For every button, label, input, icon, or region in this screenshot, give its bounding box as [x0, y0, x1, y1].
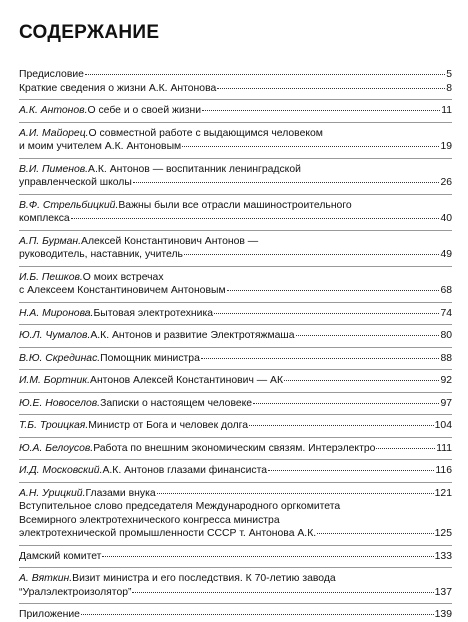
toc-divider [19, 302, 452, 303]
toc-entry-line [19, 140, 452, 154]
toc-entry-line [19, 374, 452, 388]
toc-entry-line [19, 487, 452, 501]
toc-leader-dots [202, 109, 440, 111]
toc-title-text: комплекса [19, 213, 70, 224]
toc-page-number: 26 [440, 177, 452, 188]
toc-leader-dots [133, 181, 440, 183]
toc-divider [19, 324, 452, 325]
toc-divider [19, 437, 452, 438]
toc-leader-dots [157, 492, 434, 494]
toc-leader-dots [317, 532, 434, 534]
page-title: СОДЕРЖАНИЕ [19, 22, 160, 43]
toc-author: А.К. Антонов. [19, 105, 88, 116]
toc-divider [19, 482, 452, 483]
toc-leader-dots [249, 424, 434, 426]
toc-divider [19, 347, 452, 348]
toc-entry-line [19, 199, 452, 213]
toc-author: Ю.А. Белоусов. [19, 442, 94, 454]
toc-entry-line [19, 608, 452, 622]
toc-entry[interactable] [19, 199, 452, 226]
toc-title-text: Важны были все отрасли машиностроительного [118, 199, 352, 211]
toc-leader-dots [184, 253, 440, 255]
toc-leader-dots [227, 289, 440, 291]
toc-entry[interactable] [19, 572, 452, 599]
toc-title-text: управленческой школы [19, 177, 132, 188]
toc-author: А. Вяткин. [19, 573, 73, 584]
toc-title-text: Предисловие [19, 69, 84, 80]
toc-title-text: Приложение [19, 609, 80, 620]
toc-title-text: “Уралэлектроизолятор” [19, 586, 132, 598]
toc-entry-line [19, 271, 452, 285]
toc-author: В.И. Пименов. [19, 163, 89, 175]
toc-title-text: О совместной работе с выдающимся человеком [88, 127, 323, 139]
toc-title-text: О моих встречах [82, 271, 164, 283]
toc-page-number: 111 [436, 442, 452, 454]
toc-leader-dots [85, 73, 445, 75]
toc-entry-line [19, 442, 452, 456]
toc-entry-line [19, 464, 452, 478]
toc-author: А.И. Майорец. [19, 127, 89, 139]
toc-entry-line [19, 307, 452, 321]
toc-page-number: 11 [441, 105, 452, 116]
toc-entry[interactable] [19, 419, 452, 433]
toc-entry[interactable] [19, 487, 452, 501]
toc-leader-dots [376, 447, 435, 449]
toc-title-text: Работа по внешним экономическим связям. Интерэлектро [93, 442, 376, 454]
toc-divider [19, 392, 452, 393]
toc-title-text: Краткие сведения о жизни А.К. Антонова [19, 82, 217, 94]
toc-title-text: О себе и о своей жизни [87, 105, 202, 116]
toc-author: В.Ю. Скрединас. [19, 352, 101, 364]
toc-divider [19, 545, 452, 546]
toc-title-text: с Алексеем Константиновичем Антоновым [19, 285, 226, 296]
toc-page-number: 8 [446, 82, 452, 94]
toc-author: Ю.Е. Новоселов. [19, 397, 101, 409]
toc-title-text: Дамский комитет [19, 550, 102, 562]
toc-page-number: 80 [440, 330, 452, 341]
toc-author: Н.А. Миронова. [19, 307, 94, 319]
toc-leader-dots [71, 217, 440, 219]
toc-entry[interactable] [19, 271, 452, 298]
toc-entry[interactable] [19, 608, 452, 622]
toc-divider [19, 369, 452, 370]
toc-entry-line [19, 329, 452, 343]
toc-entry[interactable] [19, 82, 452, 96]
toc-leader-dots [217, 87, 445, 89]
toc-page-number: 97 [440, 397, 452, 409]
toc-divider [19, 99, 452, 100]
toc-entry[interactable] [19, 352, 452, 366]
toc-leader-dots [102, 555, 433, 557]
toc-divider [19, 122, 452, 123]
toc-page-number: 137 [434, 586, 452, 598]
toc-entry[interactable] [19, 163, 452, 190]
toc-entry-line [19, 586, 452, 600]
toc-page-number: 40 [440, 213, 452, 224]
toc-divider [19, 414, 452, 415]
toc-author: Ю.Л. Чумалов. [19, 330, 91, 341]
toc-leader-dots [268, 469, 434, 471]
toc-title-text: руководитель, наставник, учитель [19, 249, 183, 260]
toc-title-text: Министр от Бога и человек долга [88, 420, 249, 431]
toc-page-number: 116 [435, 465, 452, 476]
toc-page-number: 74 [440, 307, 452, 319]
toc-entry[interactable] [19, 329, 452, 343]
toc-entry-line [19, 284, 452, 298]
toc-page-number: 68 [440, 285, 452, 296]
toc-page-number: 92 [440, 375, 452, 386]
toc-page-number: 125 [434, 528, 452, 539]
toc-entry-line [19, 248, 452, 262]
toc-author: И.Б. Пешков. [19, 271, 83, 283]
toc-author: А.П. Бурман. [19, 235, 82, 247]
toc-title-text: и моим учителем А.К. Антоновым [19, 141, 182, 152]
toc-entry[interactable] [19, 127, 452, 154]
toc-title-text: Помощник министра [100, 352, 200, 364]
toc-entry-line [19, 397, 452, 411]
toc-entry-line [19, 82, 452, 96]
toc-divider [19, 230, 452, 231]
toc-entry[interactable] [19, 550, 452, 564]
toc-entry[interactable] [19, 442, 452, 456]
toc-entry[interactable] [19, 307, 452, 321]
toc-entry-line [19, 127, 452, 141]
toc-entry-line [19, 104, 452, 118]
toc-divider [19, 603, 452, 604]
toc-author: В.Ф. Стрельбицкий. [19, 199, 119, 211]
toc-title-text: Бытовая электротехника [93, 307, 214, 319]
toc-page-number: 5 [446, 69, 452, 80]
toc-page-number: 104 [434, 420, 452, 431]
toc-entry-line [19, 419, 452, 433]
toc-page-number: 49 [440, 249, 452, 260]
toc-entry[interactable] [19, 464, 452, 478]
toc-entry-line [19, 212, 452, 226]
toc-page-number: 139 [434, 609, 452, 620]
toc-author: И.М. Бортник. [19, 375, 91, 386]
toc-title-text: электротехнической промышленности СССР т. Антонова А.К. [19, 528, 317, 539]
toc-divider [19, 567, 452, 568]
toc-entry-line [19, 176, 452, 190]
table-of-contents [19, 68, 452, 622]
toc-leader-dots [214, 312, 439, 314]
toc-title-text: Всемирного электротехнического конгресса министра [19, 514, 280, 526]
toc-divider [19, 266, 452, 267]
toc-entry-line [19, 352, 452, 366]
toc-leader-dots [182, 145, 439, 147]
toc-divider [19, 194, 452, 195]
toc-entry-line [19, 68, 452, 82]
toc-title-text: Записки о настоящем человеке [100, 397, 253, 409]
toc-entry-line [19, 514, 452, 528]
toc-author: Т.Б. Троицкая. [19, 420, 89, 431]
toc-leader-dots [132, 591, 433, 593]
toc-title-text: Глазами внука [85, 487, 156, 499]
toc-entry-line [19, 572, 452, 586]
toc-title-text: Визит министра и его последствия. К 70-летию завода [72, 573, 336, 584]
toc-leader-dots [284, 379, 439, 381]
toc-page-number: 88 [440, 352, 452, 364]
toc-entry-line [19, 527, 452, 541]
toc-leader-dots [201, 357, 440, 359]
toc-divider [19, 459, 452, 460]
toc-entry[interactable] [19, 374, 452, 388]
toc-author: И.Д. Московский. [19, 465, 103, 476]
toc-title-text: Антонов Алексей Константинович — АК [90, 375, 284, 386]
toc-title-text: Вступительное слово председателя Международного оргкомитета [19, 501, 341, 512]
toc-entry[interactable] [19, 235, 452, 262]
toc-title-text: А.К. Антонов и развитие Электротяжмаша [90, 330, 295, 341]
toc-leader-dots [296, 334, 440, 336]
toc-divider [19, 158, 452, 159]
toc-leader-dots [81, 613, 434, 615]
toc-title-text: Алексей Константинович Антонов — [81, 235, 259, 247]
toc-author: А.Н. Урицкий. [19, 487, 86, 499]
toc-entry[interactable] [19, 397, 452, 411]
toc-entry-line [19, 163, 452, 177]
toc-page-number: 133 [434, 550, 452, 562]
toc-leader-dots [253, 402, 439, 404]
toc-page-number: 19 [440, 141, 452, 152]
toc-entry-line [19, 550, 452, 564]
toc-title-text: А.К. Антонов — воспитанник ленинградской [88, 163, 301, 175]
toc-entry[interactable] [19, 104, 452, 118]
toc-title-text: А.К. Антонов глазами финансиста [102, 465, 268, 476]
toc-page-number: 121 [434, 487, 452, 499]
toc-entry-line [19, 235, 452, 249]
toc-entry[interactable] [19, 500, 452, 541]
toc-entry-line [19, 500, 452, 514]
toc-entry[interactable] [19, 68, 452, 82]
